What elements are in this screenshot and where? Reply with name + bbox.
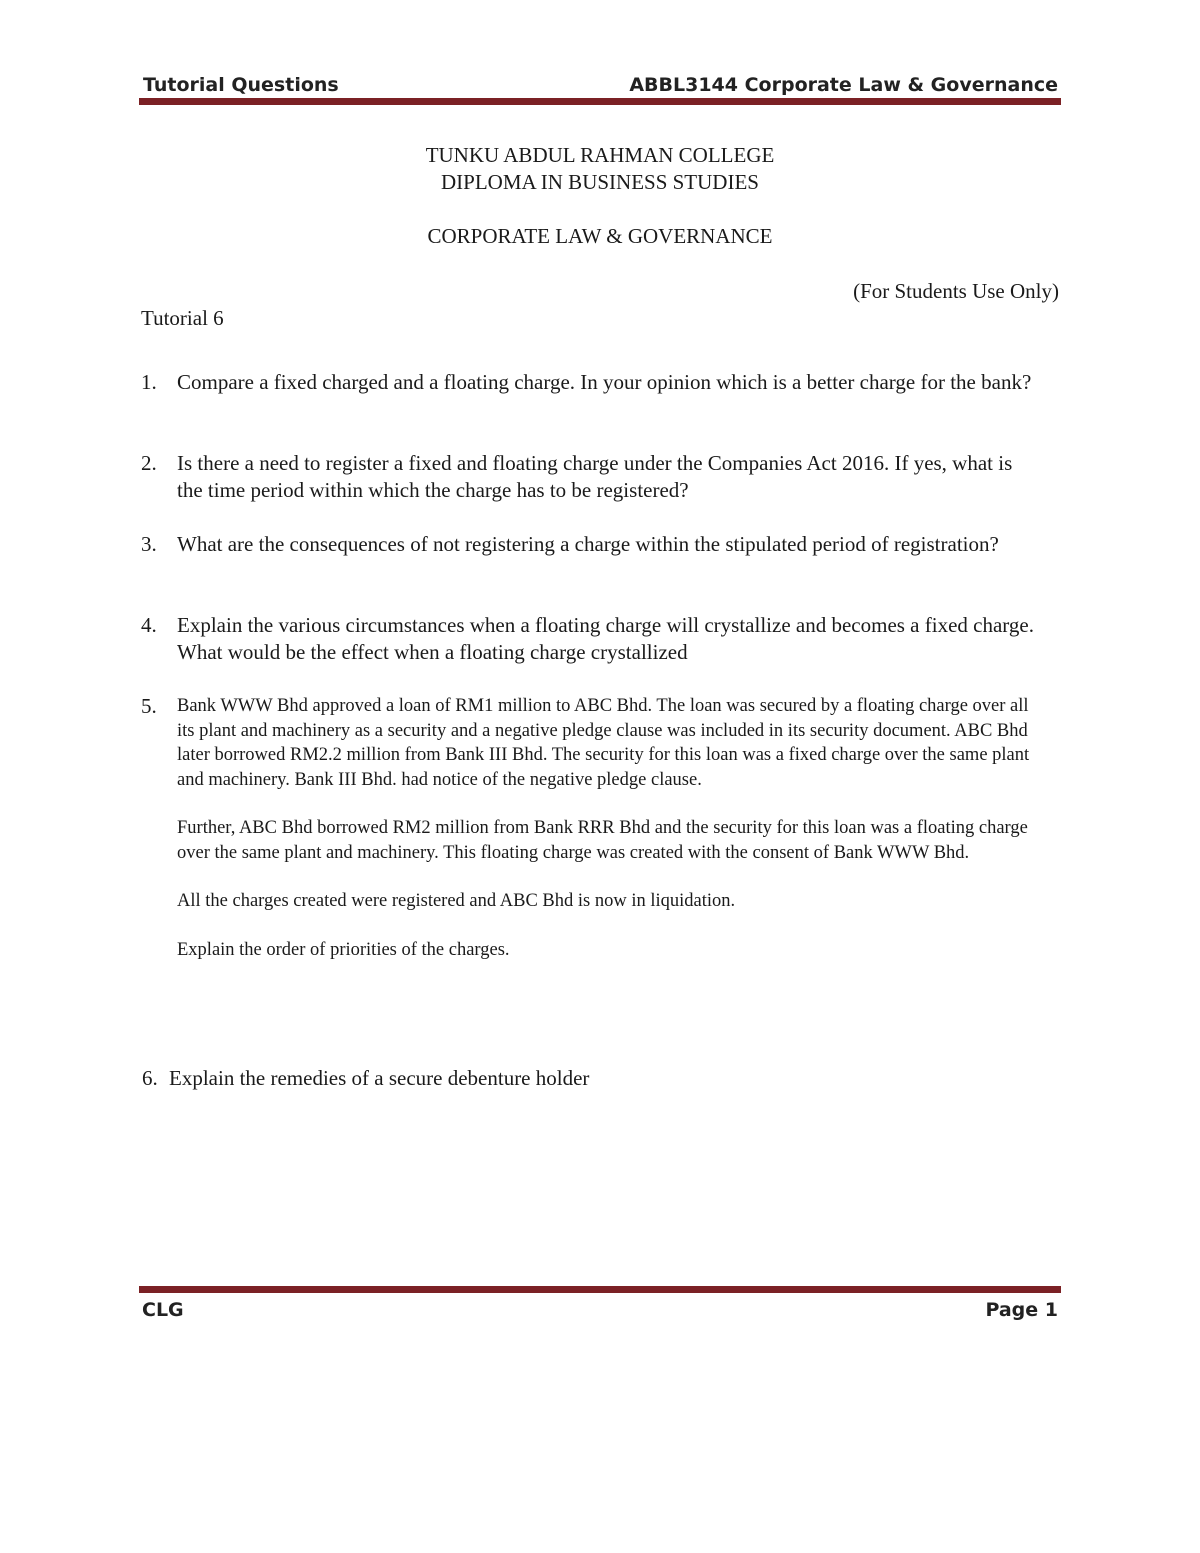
program-title: DIPLOMA IN BUSINESS STUDIES [441,170,759,194]
page-header [139,70,1060,100]
header-right: ABBL3144 Corporate Law & Governance [629,74,1058,96]
question-paragraph: Bank WWW Bhd approved a loan of RM1 million to ABC Bhd. The loan was secured by a floating charge over all its plant and machinery as a security and a negative pledge clause was included in its security document. ABC Bhd later borrowed RM2.2 million from Bank III Bhd. The security for this loan was a fixed charge over the same plant and machinery. Bank III Bhd. had notice of the negative pledge clause. [177,696,1030,790]
question-6 [141,1065,1041,1092]
question-text: Compare a fixed charged and a floating charge. In your opinion which is a better charge for the bank? [177,370,1032,394]
question-text: Is there a need to register a fixed and floating charge under the Companies Act 2016. If yes, what is the time period within which the charge has to be registered? [177,451,1013,502]
question-paragraph: Explain the order of priorities of the charges. [177,939,510,960]
tutorial-label: Tutorial 6 [141,306,224,330]
question-number: 4. [141,613,157,637]
question-text: Explain the remedies of a secure debenture holder [169,1066,590,1090]
question-3 [141,531,1041,558]
page-number: Page 1 [985,1299,1058,1321]
course-title: CORPORATE LAW & GOVERNANCE [427,224,773,248]
question-1 [141,369,1041,396]
question-number: 3. [141,532,157,556]
question-number: 5. [141,694,157,718]
college-title: TUNKU ABDUL RAHMAN COLLEGE [425,143,775,167]
header-rule [139,98,1061,105]
usage-note: (For Students Use Only) [853,279,1059,303]
header-left: Tutorial Questions [143,74,339,96]
question-4 [141,612,1041,666]
question-5 [141,694,1041,986]
footer-left: CLG [142,1299,184,1321]
question-2 [141,450,1041,504]
question-number: 1. [141,370,157,394]
footer-rule [139,1286,1061,1293]
page-footer [139,1296,1060,1326]
question-number: 2. [141,451,157,475]
question-number: 6. [142,1066,158,1090]
question-text: What are the consequences of not registering a charge within the stipulated period of registration? [177,532,999,556]
question-text: Explain the various circumstances when a floating charge will crystallize and becomes a fixed charge. What would be the effect when a floating charge crystallized [177,613,1034,664]
question-paragraph: All the charges created were registered and ABC Bhd is now in liquidation. [177,891,736,911]
question-paragraph: Further, ABC Bhd borrowed RM2 million from Bank RRR Bhd and the security for this loan was a floating charge over the same plant and machinery. This floating charge was created with the consent of Bank WWW Bhd. [177,818,1028,863]
